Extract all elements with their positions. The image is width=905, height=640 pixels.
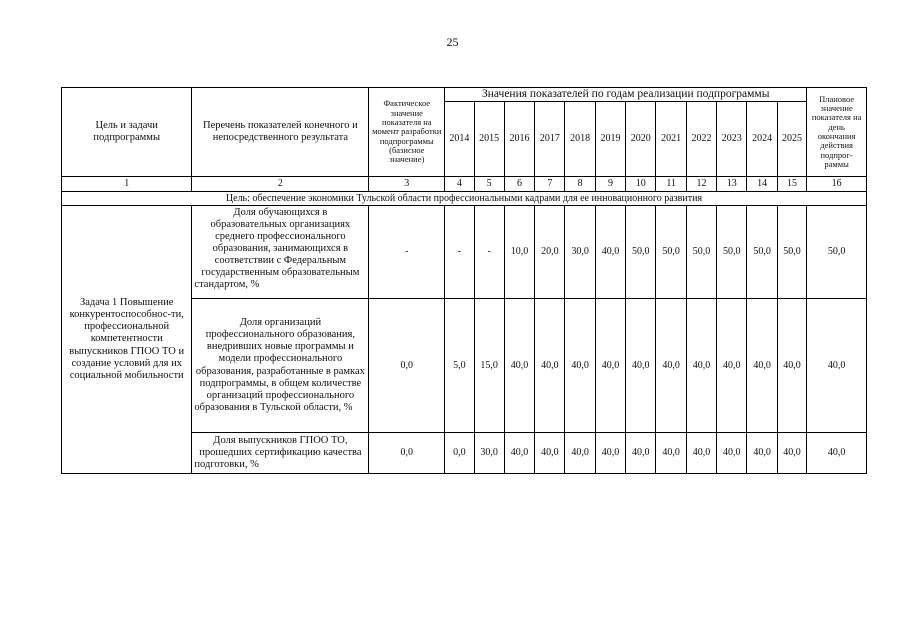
year-value: 40,0 — [504, 299, 534, 433]
indicator-name: Доля обучающихся в образовательных организациях среднего профессионального образования, занимающихся в соответствии с Федеральным государственным образовательным стандартом, % — [192, 206, 369, 299]
year-value: 40,0 — [686, 299, 716, 433]
year-value: 40,0 — [595, 206, 625, 299]
header-goal: Цель и задачи подпрограммы — [62, 88, 192, 177]
year-value: 40,0 — [777, 299, 806, 433]
planned-value: 40,0 — [807, 299, 867, 433]
goal-row — [62, 191, 867, 206]
header-years-title: Значения показателей по годам реализации подпрограммы — [445, 88, 807, 102]
year-value: 40,0 — [565, 299, 595, 433]
header-year: 2025 — [777, 102, 806, 177]
header-year: 2016 — [504, 102, 534, 177]
header-year: 2021 — [656, 102, 686, 177]
indicators-table — [61, 87, 867, 474]
year-value: 40,0 — [717, 299, 747, 433]
year-value: 40,0 — [535, 433, 565, 474]
header-year: 2017 — [535, 102, 565, 177]
header-indicators: Перечень показателей конечного и непосредственного результата — [192, 88, 369, 177]
task-cell: Задача 1 Повышение конкурентоспособнос-ти, профессиональной компетентности выпускников ГПОО ТО и создание условий для их социальной мобильности — [62, 206, 192, 474]
year-value: 50,0 — [747, 206, 777, 299]
year-value: 40,0 — [504, 433, 534, 474]
year-value: 40,0 — [656, 299, 686, 433]
year-value: 30,0 — [565, 206, 595, 299]
column-number: 4 — [445, 177, 474, 192]
column-number: 8 — [565, 177, 595, 192]
header-year: 2015 — [474, 102, 504, 177]
year-value: 50,0 — [777, 206, 806, 299]
year-value: 40,0 — [595, 299, 625, 433]
year-value: - — [474, 206, 504, 299]
column-number: 9 — [595, 177, 625, 192]
year-value: 10,0 — [504, 206, 534, 299]
column-number: 16 — [807, 177, 867, 192]
year-value: 40,0 — [595, 433, 625, 474]
indicator-name: Доля организаций профессионального образования, внедривших новые программы и модели профессионального образования, разработанные в рамках подпрограммы, в общем количестве организаций профессионального образования в Тульской области, % — [192, 299, 369, 433]
planned-value: 40,0 — [807, 433, 867, 474]
year-value: 20,0 — [535, 206, 565, 299]
year-value: 50,0 — [717, 206, 747, 299]
year-value: - — [445, 206, 474, 299]
column-number: 11 — [656, 177, 686, 192]
column-number-row — [62, 177, 867, 192]
year-value: 0,0 — [445, 433, 474, 474]
header-actual: Фактическое значение показателя на момент разработки подпрограммы (базисное значение) — [369, 88, 445, 177]
year-value: 50,0 — [656, 206, 686, 299]
year-value: 40,0 — [626, 299, 656, 433]
year-value: 40,0 — [777, 433, 806, 474]
year-value: 40,0 — [747, 299, 777, 433]
column-number: 5 — [474, 177, 504, 192]
column-number: 12 — [686, 177, 716, 192]
year-value: 40,0 — [565, 433, 595, 474]
actual-value: 0,0 — [369, 299, 445, 433]
page-number: 25 — [446, 35, 459, 49]
year-value: 40,0 — [747, 433, 777, 474]
column-number: 1 — [62, 177, 192, 192]
year-value: 50,0 — [626, 206, 656, 299]
actual-value: 0,0 — [369, 433, 445, 474]
column-number: 14 — [747, 177, 777, 192]
header-year: 2014 — [445, 102, 474, 177]
year-value: 40,0 — [717, 433, 747, 474]
year-value: 40,0 — [626, 433, 656, 474]
header-planned: Плановое значение показателя на день окончания действия подпрог-раммы — [807, 88, 867, 177]
column-number: 10 — [626, 177, 656, 192]
year-value: 40,0 — [535, 299, 565, 433]
header-row-1 — [62, 88, 867, 102]
column-number: 2 — [192, 177, 369, 192]
column-number: 3 — [369, 177, 445, 192]
header-year: 2020 — [626, 102, 656, 177]
column-number: 13 — [717, 177, 747, 192]
indicator-name: Доля выпускников ГПОО ТО, прошедших сертификацию качества подготовки, % — [192, 433, 369, 474]
column-number: 7 — [535, 177, 565, 192]
header-year: 2023 — [717, 102, 747, 177]
year-value: 15,0 — [474, 299, 504, 433]
header-year: 2019 — [595, 102, 625, 177]
actual-value: - — [369, 206, 445, 299]
column-number: 6 — [504, 177, 534, 192]
year-value: 5,0 — [445, 299, 474, 433]
header-year: 2018 — [565, 102, 595, 177]
year-value: 30,0 — [474, 433, 504, 474]
planned-value: 50,0 — [807, 206, 867, 299]
indicator-row — [62, 206, 867, 299]
header-year: 2024 — [747, 102, 777, 177]
goal-text: Цель: обеспечение экономики Тульской области профессиональными кадрами для ее инновационного развития — [62, 191, 867, 206]
year-value: 40,0 — [656, 433, 686, 474]
header-year: 2022 — [686, 102, 716, 177]
year-value: 40,0 — [686, 433, 716, 474]
year-value: 50,0 — [686, 206, 716, 299]
column-number: 15 — [777, 177, 806, 192]
